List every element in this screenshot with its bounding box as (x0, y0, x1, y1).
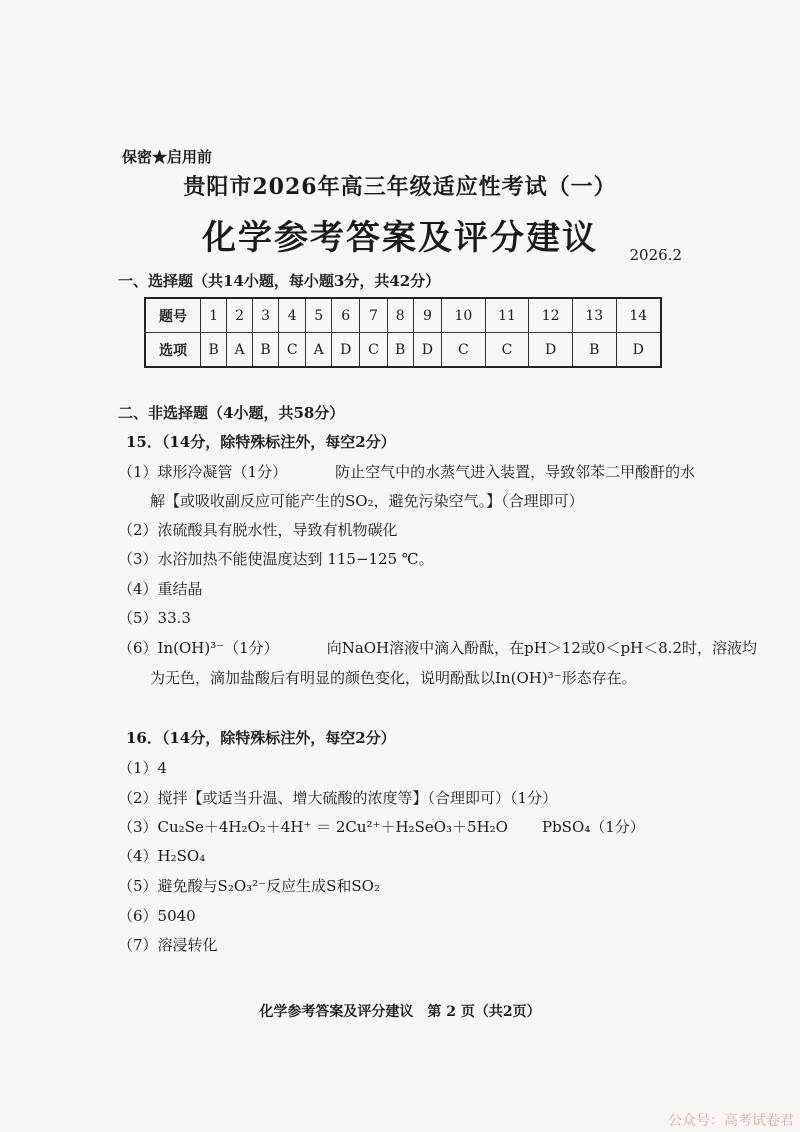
question-number: 8 (387, 298, 413, 333)
answer-cell: C (279, 333, 306, 368)
watermark: 公众号：高考试卷君 (668, 1113, 794, 1129)
q15-answer-3: （3）水浴加热不能使温度达到 115−125 ℃。 (118, 550, 434, 568)
answer-cell: C (485, 333, 529, 368)
confidential-label: 保密★启用前 (122, 148, 213, 166)
exam-title: 贵阳市2026年高三年级适应性考试（一） (183, 174, 617, 200)
answer-cell: B (387, 333, 413, 368)
question-number: 7 (360, 298, 387, 333)
answer-cell: A (306, 333, 332, 368)
document-title: 化学参考答案及评分建议 (202, 218, 598, 258)
question-number: 6 (332, 298, 360, 333)
answer-cell: D (413, 333, 441, 368)
q16-answer-7: （7）溶浸转化 (118, 936, 218, 954)
q16-answer-1: （1）4 (118, 759, 168, 777)
question-number: 9 (413, 298, 441, 333)
answer-table (144, 297, 662, 368)
q15-answer-1 (118, 461, 695, 482)
answer-cell: C (442, 333, 486, 368)
q15-answer-1-part-a: （1）球形冷凝管（1分） (118, 463, 288, 481)
question-number: 12 (529, 298, 573, 333)
q15-answer-5: （5）33.3 (118, 609, 191, 627)
question-number: 10 (442, 298, 486, 333)
question-number-row (145, 298, 661, 333)
q16-answer-6: （6）5040 (118, 907, 196, 925)
question-number: 1 (201, 298, 227, 333)
q16-answer-3 (118, 816, 645, 837)
q15-answer-6-cont: 为无色，滴加盐酸后有明显的颜色变化，说明酚酞以In(OH)³⁻形态存在。 (150, 669, 637, 687)
page-footer: 化学参考答案及评分建议 第 2 页（共2页） (259, 1004, 541, 1020)
answer-cell: C (360, 333, 387, 368)
section1-title: 一、选择题（共14小题，每小题3分，共42分） (118, 272, 441, 290)
question-number: 4 (279, 298, 306, 333)
q15-heading: 15．（14分，除特殊标注外，每空2分） (126, 433, 396, 451)
answer-cell: A (227, 333, 253, 368)
q15-answer-1-cont: 解【或吸收副反应可能产生的SO₂，避免污染空气。】（合理即可） (150, 492, 584, 510)
q16-answer-3-part-a: （3）Cu₂Se＋4H₂O₂＋4H⁺ ＝ 2Cu²⁺＋H₂SeO₃＋5H₂O (118, 818, 508, 836)
question-number: 5 (306, 298, 332, 333)
q15-answer-2: （2）浓硫酸具有脱水性，导致有机物碳化 (118, 521, 398, 539)
answer-cell: D (332, 333, 360, 368)
q16-heading: 16．（14分，除特殊标注外，每空2分） (126, 729, 396, 747)
q15-answer-4: （4）重结晶 (118, 580, 203, 598)
question-number: 2 (227, 298, 253, 333)
question-number: 14 (616, 298, 661, 333)
answer-cell: B (201, 333, 227, 368)
q16-answer-5: （5）避免酸与S₂O₃²⁻反应生成S和SO₂ (118, 877, 380, 895)
q16-answer-3-part-b: PbSO₄（1分） (541, 818, 645, 836)
q15-answer-6 (118, 637, 757, 658)
answer-cell: B (572, 333, 616, 368)
question-number: 3 (252, 298, 278, 333)
row-label-question: 题号 (145, 298, 201, 333)
document-date: 2026.2 (629, 246, 682, 264)
question-number: 11 (485, 298, 529, 333)
q15-answer-6-part-b: 向NaOH溶液中滴入酚酞，在pH＞12或0＜pH＜8.2时，溶液均 (326, 639, 757, 657)
answer-cell: B (252, 333, 278, 368)
q15-answer-6-part-a: （6）In(OH)³⁻（1分） (118, 639, 279, 657)
row-label-answer: 选项 (145, 333, 201, 368)
answer-cell: D (529, 333, 573, 368)
q15-answer-1-part-b: 防止空气中的水蒸气进入装置，导致邻苯二甲酸酐的水 (335, 463, 696, 481)
answer-cell: D (616, 333, 661, 368)
q16-answer-2: （2）搅拌【或适当升温、增大硫酸的浓度等】（合理即可）（1分） (118, 789, 558, 807)
answer-row (145, 333, 661, 368)
section2-title: 二、非选择题（4小题，共58分） (118, 404, 345, 422)
question-number: 13 (572, 298, 616, 333)
q16-answer-4: （4）H₂SO₄ (118, 847, 206, 865)
